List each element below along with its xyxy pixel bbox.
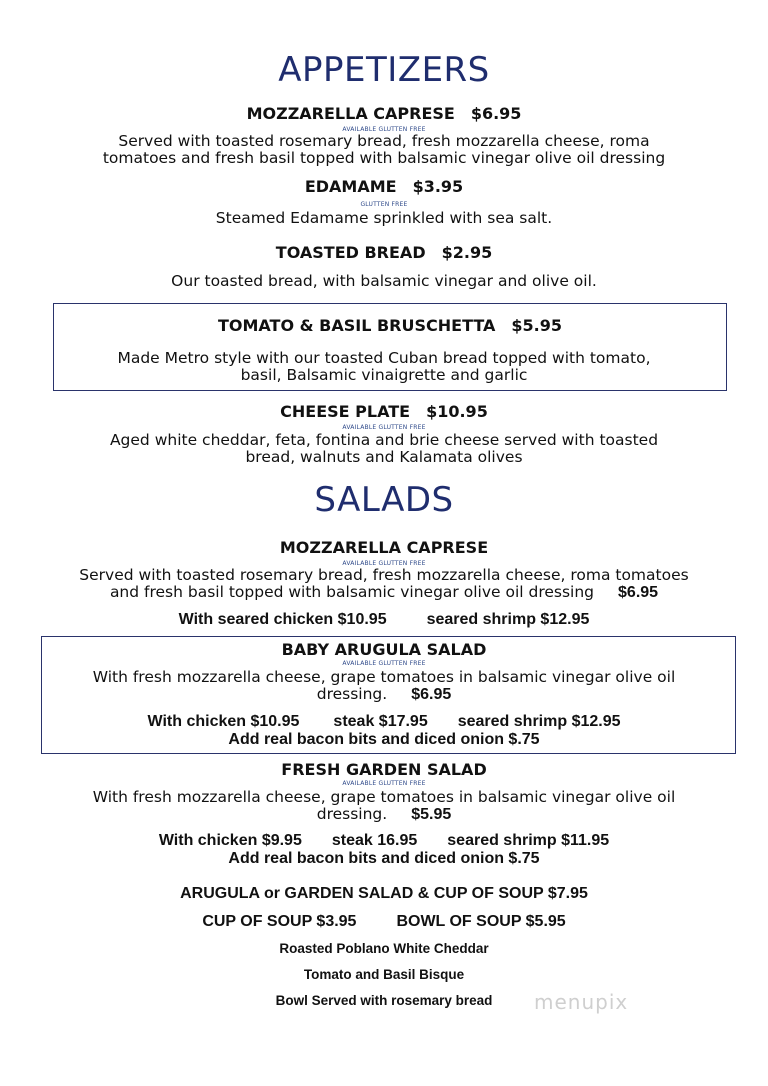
addon-shrimp: seared shrimp $12.95 [426, 611, 590, 628]
soup-option: Tomato and Basil Bisque [303, 967, 465, 982]
app-cheese-plate-title [0, 402, 768, 421]
salads-heading: SALADS [314, 480, 454, 520]
item-description: With fresh mozzarella cheese, grape tomatoes in balsamic vinegar olive oil [92, 668, 676, 686]
cup-of-soup: CUP OF SOUP $3.95 [202, 913, 357, 930]
item-description: bread, walnuts and Kalamata olives [245, 448, 523, 466]
gluten-free-note: AVAILABLE GLUTTEN FREE [342, 560, 426, 567]
gluten-free-note: AVAILABLE GLUTTEN FREE [342, 424, 426, 431]
item-name: MOZZARELLA CAPRESE [246, 104, 455, 123]
addon-shrimp: seared shrimp $11.95 [447, 832, 610, 849]
item-price: $2.95 [441, 243, 493, 262]
item-description-text: dressing. [316, 805, 388, 823]
combo-offer: ARUGULA or GARDEN SALAD & CUP OF SOUP $7.95 [180, 885, 588, 902]
addon-steak: steak 16.95 [331, 832, 418, 849]
addon-chicken: With seared chicken $10.95 [178, 611, 387, 628]
item-description: Served with toasted rosemary bread, fresh mozzarella cheese, roma [118, 132, 650, 150]
addon-steak: steak $17.95 [333, 713, 428, 730]
app-toasted-bread-title [0, 243, 768, 262]
item-name: TOASTED BREAD [275, 243, 426, 262]
app-edamame-title [0, 177, 768, 196]
salad-garden-addons [0, 832, 768, 849]
appetizers-heading: APPETIZERS [278, 50, 490, 90]
gluten-free-note: AVAILABLE GLUTTEN FREE [342, 660, 426, 667]
item-price: $10.95 [426, 402, 488, 421]
item-description: Steamed Edamame sprinkled with sea salt. [215, 209, 553, 227]
salad-garden-title: FRESH GARDEN SALAD [281, 760, 487, 779]
item-description-text: dressing. [316, 685, 388, 703]
gluten-free-note: GLUTTEN FREE [360, 201, 408, 208]
bowl-of-soup: BOWL OF SOUP $5.95 [396, 913, 566, 930]
item-price: $6.95 [411, 686, 452, 703]
item-description [0, 806, 768, 823]
item-name: TOMATO & BASIL BRUSCHETTA [217, 316, 496, 335]
app-bruschetta-title [6, 316, 768, 335]
salad-mozzarella-addons [0, 611, 768, 628]
addon-bacon: Add real bacon bits and diced onion $.75 [228, 850, 540, 867]
soup-note: Bowl Served with rosemary bread [275, 993, 493, 1008]
item-description: basil, Balsamic vinaigrette and garlic [240, 366, 528, 384]
item-price: $5.95 [511, 316, 563, 335]
item-description: Our toasted bread, with balsamic vinegar and olive oil. [171, 272, 597, 290]
salad-arugula-addons [0, 713, 768, 730]
salad-mozzarella-title: MOZZARELLA CAPRESE [279, 538, 489, 557]
salad-arugula-title: BABY ARUGULA SALAD [281, 640, 487, 659]
watermark: menupix [534, 990, 629, 1014]
addon-chicken: With chicken $10.95 [147, 713, 300, 730]
gluten-free-note: AVAILABLE GLUTTEN FREE [342, 780, 426, 787]
item-name: CHEESE PLATE [280, 402, 411, 421]
addon-bacon: Add real bacon bits and diced onion $.75 [228, 731, 540, 748]
item-name: EDAMAME [304, 177, 397, 196]
addon-chicken: With chicken $9.95 [158, 832, 302, 849]
item-price: $6.95 [470, 104, 522, 123]
gluten-free-note: AVAILABLE GLUTTEN FREE [342, 126, 426, 133]
item-description: With fresh mozzarella cheese, grape tomatoes in balsamic vinegar olive oil [92, 788, 676, 806]
item-description: Made Metro style with our toasted Cuban bread topped with tomato, [117, 349, 651, 367]
item-price: $5.95 [411, 806, 452, 823]
soup-option: Roasted Poblano White Cheddar [279, 941, 489, 956]
item-description [0, 584, 768, 601]
app-mozzarella-title [0, 104, 768, 123]
addon-shrimp: seared shrimp $12.95 [457, 713, 621, 730]
item-description: tomatoes and fresh basil topped with balsamic vinegar olive oil dressing [102, 149, 666, 167]
item-description: Aged white cheddar, feta, fontina and brie cheese served with toasted [109, 431, 659, 449]
soup-prices [0, 913, 768, 930]
item-price: $6.95 [618, 584, 659, 601]
item-description: Served with toasted rosemary bread, fresh mozzarella cheese, roma tomatoes [79, 566, 689, 584]
item-description [0, 686, 768, 703]
item-price: $3.95 [412, 177, 464, 196]
item-description-text: and fresh basil topped with balsamic vinegar olive oil dressing [109, 583, 595, 601]
